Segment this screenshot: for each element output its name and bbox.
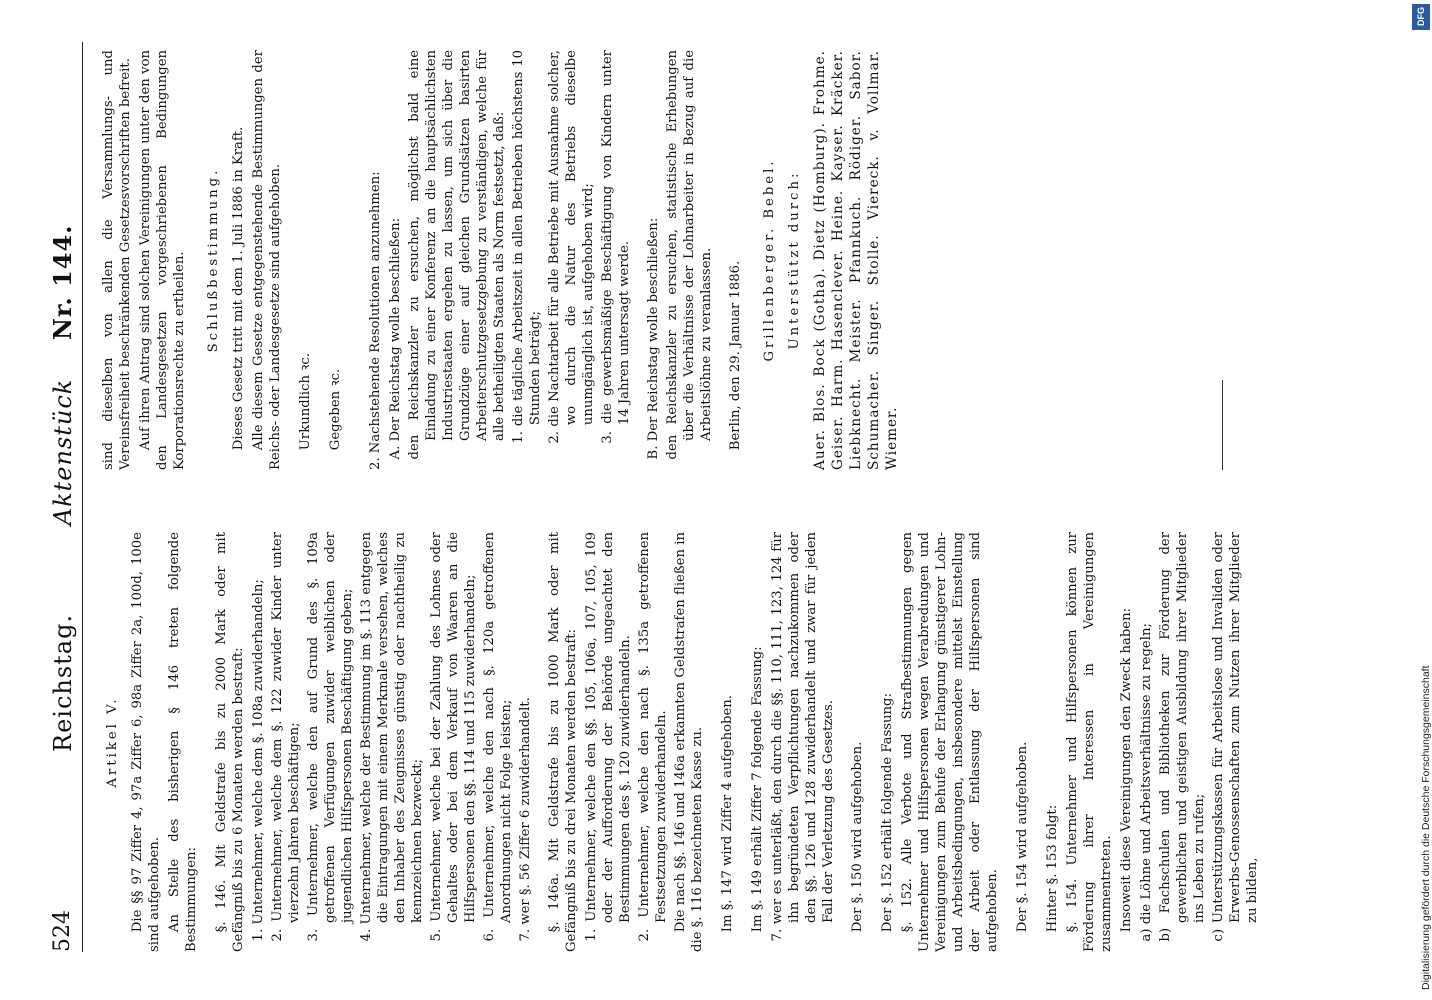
paragraph: §. 146a. Mit Geldstrafe bis zu 1000 Mark oder mit Gefängniß bis zu drei Monaten werden bestraft: [547, 532, 579, 952]
section-heading: Artikel V. [105, 696, 120, 788]
list-item: 7. wer es unterläßt, den durch die §§. 110, 111, 123, 124 für ihn begründeten Verpflichtungen nachzukommen oder den §§. 126 und 128 zuwiderhandelt und zwar für jeden Fall der Verletzung des Gesetzes. [770, 532, 836, 942]
list-item: 3. die gewerbsmäßige Beschäftigung von Kindern unter 14 Jahren untersagt werde. [600, 50, 632, 444]
list-item: A. Der Reichstag wolle beschließen: [388, 217, 403, 460]
paragraph: Der §. 152 erhält folgende Fassung: [880, 693, 895, 933]
publication-name: Reichstag. [49, 613, 77, 752]
document-title: Aktenstück [49, 378, 77, 526]
list-item: 1. Unternehmer, welche den §§. 105, 106a, 107, 105, 109 oder der Aufforderung der Behörde ungeachtet den Bestimmungen des §. 120 zuwiderhandeln. [584, 532, 633, 942]
list-item: 4. Unternehmer, welche der Bestimmung im §. 113 entgegen die Eintragungen mit einem Merkmale versehen, welches den Inhaber des Zeugnisses günstig oder nachtheilig zu kennzeichnen bezweckt; [359, 532, 425, 942]
section-heading: Unterstützt durch: [787, 170, 802, 350]
paragraph: §. 154. Unternehmer und Hilfspersonen können zur Förderung ihrer Interessen in Vereinigungen zusammentreten. [1065, 532, 1114, 952]
list-item: 2. Unternehmer, welche den nach §. 135a getroffenen Festsetzungen zuwiderhandeln. [637, 532, 669, 942]
spacer [739, 532, 749, 952]
spacer [839, 532, 849, 952]
spacer [191, 50, 201, 470]
spacer [1004, 532, 1014, 952]
paragraph: Die nach §§. 146 und 146a erkannten Geldstrafen fließen in die §. 116 bezeichneten Kasse zu. [673, 532, 705, 952]
digitization-note [1412, 0, 1432, 1000]
paragraph: sind dieselben von allen die Versammlungs- und Vereinsfreiheit beschränkenden Gesetzesvorschriften befreit. [101, 50, 133, 470]
paragraph: Alle diesem Gesetze entgegenstehende Bestimmungen der Reichs- oder Landesgesetze sind aufgehoben. [251, 50, 283, 470]
paragraph: Hinter §. 153 folgt: [1045, 804, 1060, 933]
list-item: 6. Unternehmer, welche den nach §. 120a getroffenen Anordnungen nicht Folge leisten; [482, 532, 514, 942]
paragraph: Der §. 150 wird aufgehoben. [850, 741, 865, 933]
list-item: a) die Löhne und Arbeitsverhältnisse zu regeln; [1139, 623, 1154, 942]
spacer [203, 532, 213, 952]
document-number: Nr. 144. [48, 224, 77, 341]
paragraph: Im §. 147 wird Ziffer 4 aufgehoben. [720, 695, 735, 933]
spacer [536, 532, 546, 952]
spacer [317, 50, 327, 470]
paragraph: §. 152. Alle Verbote und Strafbestimmungen gegen Unternehmer und Hilfspersonen wegen Verabredungen und Vereinigungen zum Behufe der Erlangung günstigerer Lohn- und Arbeitsbedingungen, insbesondere mittelst Einstellung der Arbeit oder Entlassung der Hilfspersonen sind aufgehoben. [900, 532, 1000, 952]
list-item: den Reichskanzler zu ersuchen, statistische Erhebungen über die Verhältnisse der Lohnarbeiter in Bezug auf die Arbeitslöhne zu veranlassen. [665, 50, 714, 460]
right-column [100, 50, 1350, 470]
spacer [869, 532, 879, 952]
spacer [347, 50, 357, 470]
paragraph: Auf ihren Antrag sind solchen Vereinigungen unter den von den Landesgesetzen vorgeschriebenen Bedingungen Korporationsrechte zu ertheilen. [138, 50, 187, 470]
paragraph: Gegeben ꝛc. [328, 368, 343, 451]
paragraph: Insoweit diese Vereinigungen den Zweck haben: [1119, 607, 1134, 933]
list-item: 7. wer §. 56 Ziffer 6 zuwiderhandelt. [518, 697, 533, 942]
spacer [287, 50, 297, 470]
list-item: 3. Unternehmer, welche den auf Grund des §. 109a getroffenen Verfügungen zuwider weiblichen oder jugendlichen Hilfspersonen Beschäftigung geben; [306, 532, 355, 942]
signature-rule [1222, 380, 1223, 470]
list-item: B. Der Reichstag wolle beschließen: [646, 217, 661, 460]
spacer [1034, 532, 1044, 952]
paragraph: Dieses Gesetz tritt mit dem 1. Juli 1886 in Kraft. [231, 126, 246, 451]
page-number: 524 [50, 910, 75, 952]
digitization-note-text: Digitalisierung gefördert durch die Deutsche Forschungsgemeinschaft [1420, 665, 1432, 990]
paragraph: Berlin, den 29. Januar 1886. [728, 260, 743, 451]
paragraph: Die §§ 97 Ziffer 4, 97a Ziffer 6, 98a Ziffer 2a, 100d, 100e sind aufgehoben. [130, 532, 162, 952]
list-item: 1. Unternehmer, welche dem §. 108a zuwiderhandeln; [251, 579, 266, 942]
signatories: Auer. Blos. Bock (Gotha). Dietz (Homburg). Frohme. Geiser. Harm. Hasenclever. Heine. Kayser. Kräcker. Liebknecht. Meister. Pfannkuch. Rödiger. Sabor. Schumacher. Singer. Stolle. Viereck. v. Vollmar. Wiemer. [812, 50, 900, 470]
list-item: 2. Unternehmer, welche dem §. 122 zuwider Kinder unter vierzehn Jahren beschäftigen; [270, 532, 302, 942]
spacer [357, 50, 367, 470]
section-heading: Schlußbestimmung. [206, 167, 221, 353]
list-item: 1. die tägliche Arbeitszeit in allen Betrieben höchstens 10 Stunden beträgt; [511, 50, 543, 444]
paragraph: §. 146. Mit Geldstrafe bis zu 2000 Mark oder mit Gefängniß bis zu 6 Monaten werden bestraft: [214, 532, 246, 952]
list-item: 5. Unternehmer, welche bei der Zahlung des Lohnes oder Gehaltes oder bei dem Verkauf von Waaren an die Hilfspersonen den §§. 114 und 115 zuwiderhandeln; [429, 532, 478, 942]
running-head [48, 224, 77, 752]
section-heading: Grillenberger. Bebel. [762, 158, 777, 362]
page-header [42, 42, 83, 952]
paragraph: 2. Nachstehende Resolutionen anzunehmen: [368, 171, 383, 470]
left-column [100, 532, 1260, 952]
list-item: c) Unterstützungskassen für Arbeitslose und Invaliden oder Erwerbs-Genossenschaften zum Nutzen ihrer Mitglieder zu bilden, [1211, 532, 1260, 942]
spacer [709, 532, 719, 952]
list-item: 2. die Nachtarbeit für alle Betriebe mit Ausnahme solcher, wo durch die Natur des Betriebs dieselbe unumgänglich ist, aufgehoben wird; [547, 50, 596, 444]
list-item: b) Fachschulen und Bibliotheken zur Förderung der gewerblichen und geistigen Ausbildung ihrer Mitglieder ins Leben zu rufen; [1158, 532, 1207, 942]
paragraph: Der §. 154 wird aufgehoben. [1015, 741, 1030, 933]
spacer [747, 50, 757, 470]
spacer [717, 50, 727, 470]
dfg-logo: DFG [1412, 4, 1430, 30]
paragraph: Im §. 149 erhält Ziffer 7 folgende Fassung: [750, 646, 765, 933]
paragraph: Urkundlich ꝛc. [298, 353, 313, 451]
paragraph: An Stelle des bisherigen § 146 treten folgende Bestimmungen: [167, 532, 199, 952]
list-item: den Reichskanzler zu ersuchen, möglichst bald eine Einladung zu einer Konferenz an die hauptsächlichsten Industriestaaten ergehen zu lassen, um sich über die Grundzüge einer auf gleichen Grundsätzen basirten Arbeiterschutzgesetzgebung zu verständigen, welche für alle betheiligten Staaten als Norm festsetzt, daß: [407, 50, 507, 460]
spacer [635, 50, 645, 470]
